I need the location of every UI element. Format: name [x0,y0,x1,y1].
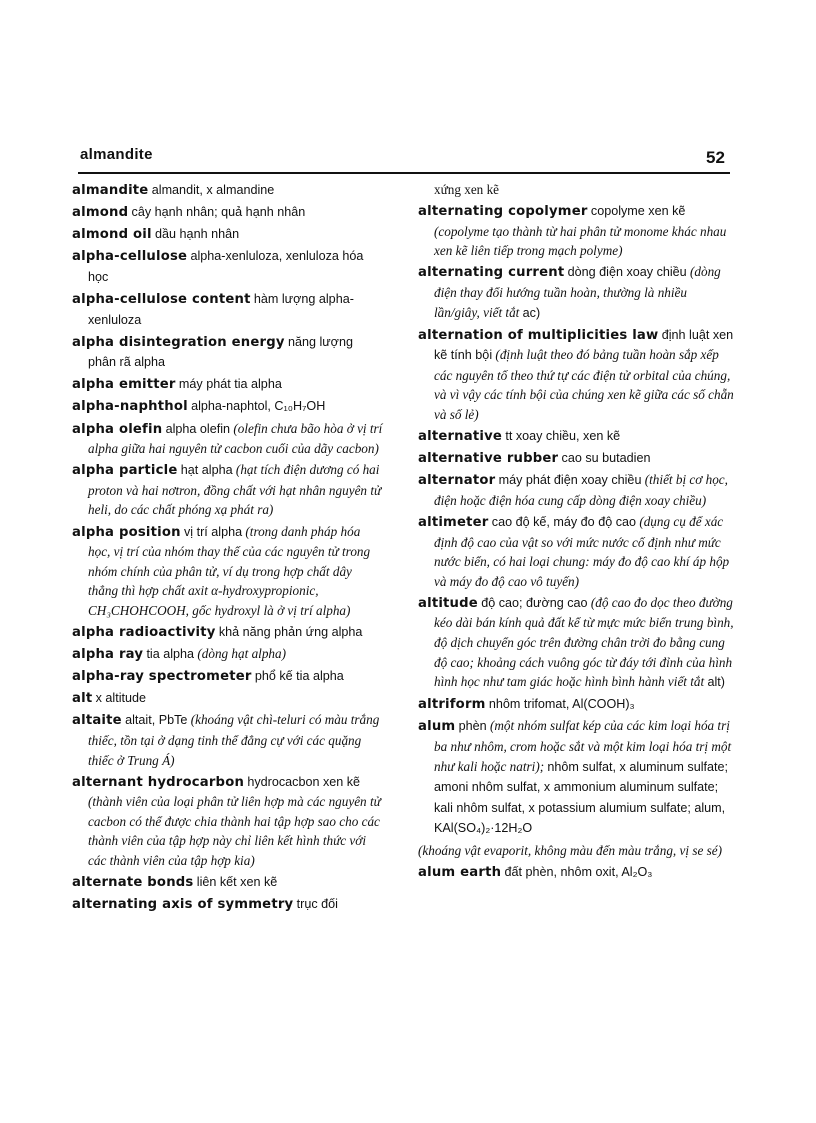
definition: năng lượng phân rã alpha [88,334,353,370]
dictionary-entry [72,666,384,687]
note: (dụng cụ để xác định độ cao của vật so với mức nước cố định như mức nước biển, có hai loại chung: máy đo độ cao khí áp hộp và máy đo độ cao vô tuyến) [434,514,730,589]
definition: alpha-xenluloza, xenluloza hóa học [88,249,364,284]
definition: hàm lượng alpha-xenluloza [88,291,354,327]
dictionary-entry [418,512,736,591]
definition: alpha olefin [165,421,231,436]
definition: tia alpha [146,647,195,662]
headword: almond oil [72,227,152,243]
note: (thiết bị cơ học, điện hoặc điện hóa cung cấp dòng điện xoay chiều) [434,472,728,508]
definition: dầu hạnh nhân [155,227,240,242]
dictionary-entry [418,201,736,261]
dictionary-entry [72,202,384,223]
definition: almandit, x almandine [151,183,275,197]
definition: copolyme xen kẽ [590,204,686,219]
definition: nhôm trifomat, Al(COOH)₃ [488,697,635,712]
headword: alpha olefin [72,421,163,437]
right-column [418,180,736,884]
dictionary-entry [72,644,384,665]
definition: độ cao; đường cao [481,595,588,610]
headword: alpha-cellulose [72,249,188,265]
dictionary-entry [72,289,384,330]
headword: alum earth [418,864,502,880]
dictionary-entry [72,180,384,201]
definition: alpha-naphtol, C₁₀H₇OH [191,399,326,414]
definition: vị trí alpha [183,524,243,539]
definition: máy phát điện xoay chiều [498,473,642,488]
note: (dòng điện thay đổi hướng tuần hoàn, thường là nhiều lần/giây, viết tắt [434,264,721,320]
headword: almandite [72,183,149,198]
headword: alpha ray [72,647,144,663]
definition-tail: nhôm sulfat, x aluminum sulfate; amoni nhôm sulfat, x ammonium aluminum sulfate; kali nhôm sulfat, x potassium alumium sulfate; alum, KAl(SO₄)₂·12H₂O [434,759,729,836]
page-number: 52 [706,148,725,167]
definition: x altitude [95,691,147,706]
headword: alpha disintegration energy [72,334,285,350]
definition: hạt alpha [180,463,233,478]
dictionary-entry [72,374,384,395]
dictionary-entry [72,396,384,417]
dictionary-entry [72,894,384,915]
headword: alpha particle [72,463,178,479]
note: (hạt tích điện dương có hai proton và hai nơtron, đồng chất với hạt nhân nguyên tử heli, do các chất phóng xạ phát ra) [88,462,382,518]
right-column-entries [418,201,736,882]
definition: cao su butadien [561,451,651,466]
headword: alternating axis of symmetry [72,897,294,913]
headword: alpha emitter [72,377,176,393]
definition-tail: alt) [707,675,725,690]
headword: almond [72,205,129,221]
definition: phổ kế tia alpha [254,669,344,684]
note: (một nhóm sulfat kép của các kim loại hóa trị ba như nhôm, crom hoặc sắt và một kim loại hóa trị một như kali hoặc natri); [434,718,732,774]
note: (trong danh pháp hóa học, vị trí của nhóm thay thế của các nguyên tử trong nhóm chính của phân tử, ví dụ trong hợp chất dây thẳng thì hợp chất axit α-hydroxypropionic, CH₃CHOHCOOH, gốc hydroxyl là ở vị trí alpha) [88,523,371,618]
headword: alternant hydrocarbon [72,774,245,790]
note: (khoáng vật evaporit, không màu đến màu trắng, vị se sé) [418,842,722,858]
headword: alpha position [72,524,181,540]
dictionary-entry [72,224,384,245]
headword: alum [418,719,456,735]
dictionary-entry [418,841,736,861]
dictionary-entry [72,622,384,643]
headword: altimeter [418,515,489,530]
dictionary-entry [418,262,736,323]
dictionary-entry [418,325,736,425]
headword: alternator [418,473,496,489]
dictionary-entry [72,332,384,373]
dictionary-entry [72,688,384,709]
note: (khoáng vật chì-teluri có màu trắng thiếc, tồn tại ở dạng tinh thể đẳng cự với các quặng thiếc ở Trung Á) [88,712,380,768]
definition: trục đối [296,897,338,912]
left-column [72,180,384,916]
dictionary-entry [72,460,384,520]
dictionary-entry [418,862,736,883]
note: (copolyme tạo thành từ hai phân tử monome khác nhau xen kẽ liên tiếp trong mạch polyme) [434,223,727,259]
guide-word: almandite [80,146,153,163]
definition: cây hạnh nhân; quả hạnh nhân [131,205,306,220]
definition: tt xoay chiều, xen kẽ [505,429,621,444]
definition: hydrocacbon xen kẽ [247,774,361,789]
definition: khả năng phản ứng alpha [218,624,363,639]
dictionary-entry [72,246,384,287]
headword: alternative [418,429,503,445]
headword: alpha-naphthol [72,399,188,415]
definition: dòng điện xoay chiều [567,265,687,280]
definition: altait, PbTe [125,713,188,728]
dictionary-entry [418,716,736,839]
definition: đất phèn, nhôm oxit, Al₂O₃ [504,864,653,879]
dictionary-entry [418,448,736,469]
headword: alternating current [418,265,565,281]
definition: liên kết xen kẽ [196,875,278,890]
note: (định luật theo đó bảng tuần hoàn sắp xếp các nguyên tố theo thứ tự các điện tử orbital của chúng, và vì vậy các tính bội của chúng xen kẽ giữa các số chẵn và số lẻ) [434,347,734,423]
header-divider [78,172,730,174]
headword: alpha-ray spectrometer [72,669,252,685]
definition: máy phát tia alpha [178,377,282,392]
note: (độ cao đo dọc theo đường kéo dài bán kính quả đất kể từ mực mức biển trung bình, độ dịch chuyển góc trên đường chân trời đo bằng cung độ cao; khoảng cách vuông góc từ đáy tới đỉnh của hình hình học như tam giác hoặc hình bình hành viết tắt [434,594,734,690]
dictionary-entry [418,694,736,715]
headword: alt [72,691,93,707]
continuation-text: xứng xen kẽ [434,182,500,197]
headword: alternate bonds [72,875,194,891]
headword: altitude [418,595,478,611]
dictionary-entry [72,772,384,871]
dictionary-entry [418,470,736,510]
dictionary-entry [72,710,384,770]
headword: alternating copolymer [418,204,588,220]
headword: alternation of multiplicities law [418,327,659,343]
definition: cao độ kế, máy đo độ cao [491,515,637,529]
definition-tail: ac) [522,305,541,320]
dictionary-entry [72,522,384,621]
dictionary-entry [418,426,736,447]
definition: định luật xen kẽ tính bội [434,327,734,363]
headword: altaite [72,713,122,729]
headword: alpha-cellulose content [72,291,251,307]
dictionary-entry [72,419,384,459]
note: (thành viên của loại phân tử liên hợp mà các nguyên tử cacbon có thể được chia thành hai tập hợp sao cho các thành viên của tập hợp này chỉ liên kết hình thức với các thành viên của tập hợp kia) [88,794,381,868]
note: (dòng hạt alpha) [197,646,287,662]
headword: alternative rubber [418,451,559,467]
headword: altriform [418,697,486,713]
headword: alpha radioactivity [72,624,216,640]
dictionary-entry [418,593,736,693]
note: (olefin chưa bão hòa ở vị trí alpha giữa hai nguyên tử cacbon cuối của dãy cacbon) [88,420,383,457]
dictionary-entry [72,872,384,893]
definition: phèn [458,719,487,734]
